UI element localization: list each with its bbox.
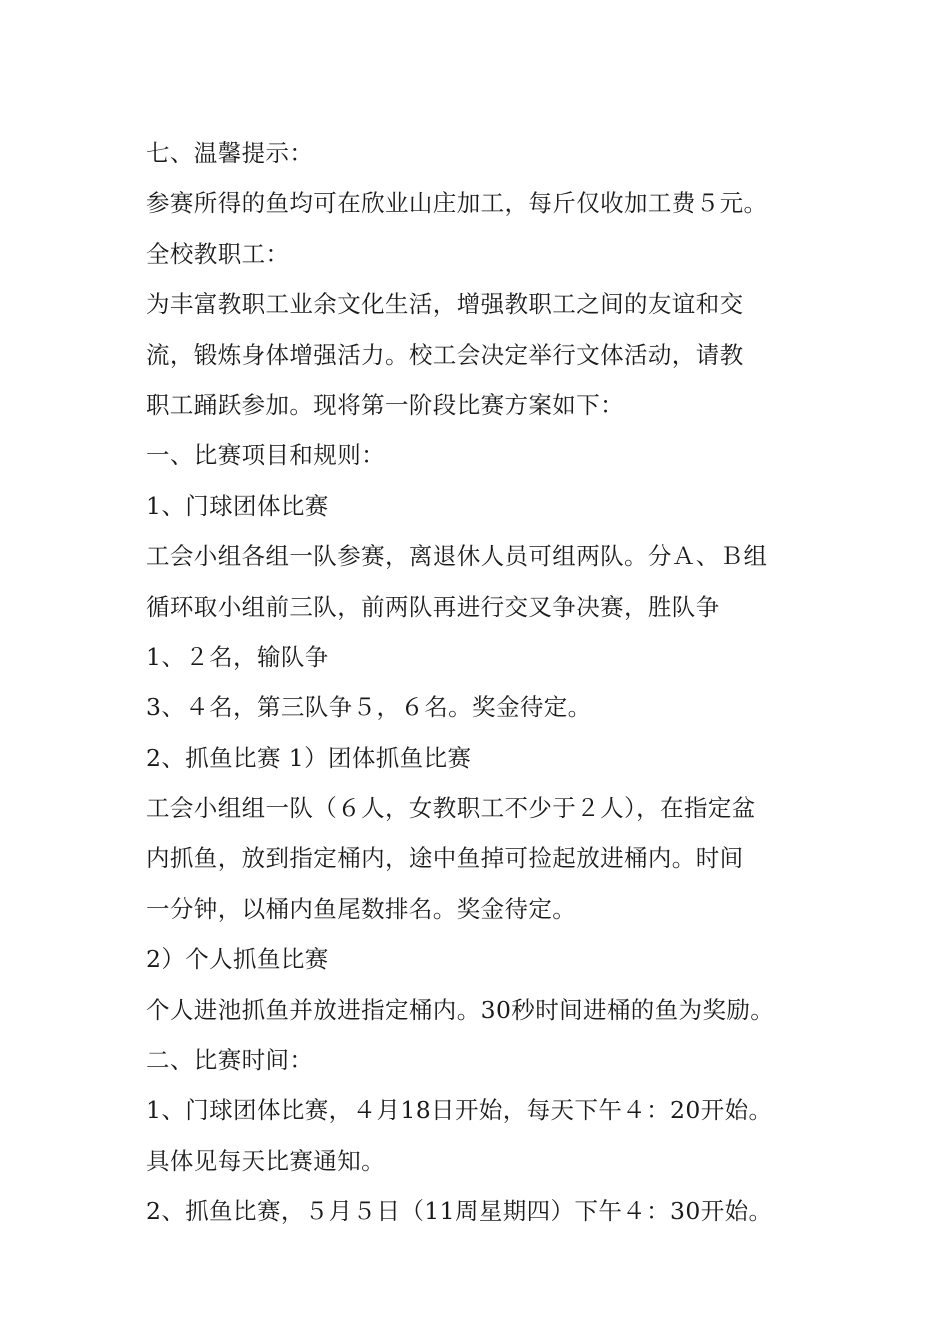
paragraph-line: 个人进池抓鱼并放进指定桶内。30秒时间进桶的鱼为奖励。 bbox=[146, 995, 775, 1024]
paragraph-line: 1、２名，输队争 bbox=[146, 642, 329, 671]
subheading-fish-catching: 2、抓鱼比赛 1）团体抓鱼比赛 bbox=[146, 743, 472, 772]
paragraph-line: 职工踊跃参加。现将第一阶段比赛方案如下： bbox=[146, 390, 624, 419]
paragraph-line: 内抓鱼，放到指定桶内，途中鱼掉可捡起放进桶内。时间 bbox=[146, 844, 744, 873]
paragraph-line: 工会小组各组一队参赛，离退休人员可组两队。分Ａ、Ｂ组 bbox=[146, 542, 768, 571]
paragraph-line: 具体见每天比赛通知。 bbox=[146, 1146, 385, 1175]
paragraph-line: 1、门球团体比赛，４月18日开始，每天下午４：20开始。 bbox=[146, 1096, 773, 1125]
subheading-individual-fish: 2）个人抓鱼比赛 bbox=[146, 945, 329, 974]
paragraph-line: 循环取小组前三队，前两队再进行交叉争决赛，胜队争 bbox=[146, 592, 720, 621]
paragraph-line: 为丰富教职工业余文化生活，增强教职工之间的友谊和交 bbox=[146, 290, 744, 319]
paragraph-line: 工会小组组一队（６人，女教职工不少于２人），在指定盆 bbox=[146, 794, 756, 823]
heading-schedule: 二、比赛时间： bbox=[146, 1046, 314, 1075]
paragraph-line: 参赛所得的鱼均可在欣业山庄加工，每斤仅收加工费５元。 bbox=[146, 189, 768, 218]
salutation: 全校教职工： bbox=[146, 239, 290, 268]
document-body bbox=[146, 134, 816, 1243]
subheading-gateball: 1、门球团体比赛 bbox=[146, 491, 329, 520]
heading-warm-tips: 七、温馨提示： bbox=[146, 139, 314, 167]
heading-events-rules: 一、比赛项目和规则： bbox=[146, 441, 385, 470]
paragraph-line: 2、抓鱼比赛，５月５日（11周星期四）下午４：30开始。 bbox=[146, 1197, 773, 1226]
paragraph-line: 流，锻炼身体增强活力。校工会决定举行文体活动，请教 bbox=[146, 340, 744, 369]
paragraph-line: 一分钟，以桶内鱼尾数排名。奖金待定。 bbox=[146, 894, 577, 923]
paragraph-line: 3、４名，第三队争５，６名。奖金待定。 bbox=[146, 693, 592, 722]
